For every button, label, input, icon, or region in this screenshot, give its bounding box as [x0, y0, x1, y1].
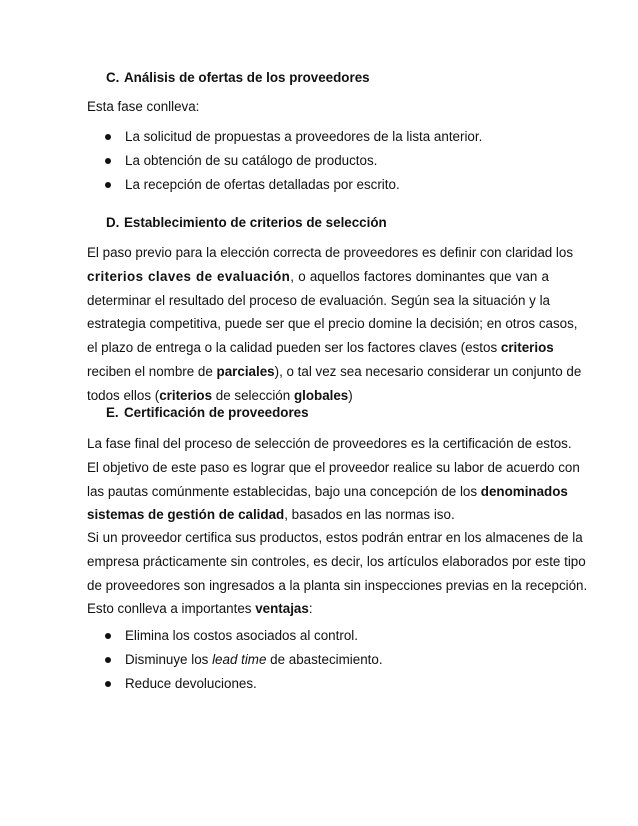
line-text: determinar el resultado del proceso de evaluación. Según sea la situación y la — [87, 292, 551, 308]
paragraph-line — [87, 550, 586, 574]
section-d-paragraph — [87, 241, 582, 408]
bullet-icon — [105, 633, 111, 639]
paragraph-line — [87, 597, 549, 621]
line-text: ) — [348, 387, 353, 403]
line-text: todos ellos ( — [87, 387, 160, 403]
line-text: Esto conlleva a importantes — [87, 601, 256, 617]
list-item — [105, 128, 482, 152]
section-e-letter: E. — [106, 405, 119, 420]
bold-term: criterios — [500, 340, 554, 356]
line-text: La fase final del proceso de selección de proveedores es la certificación de estos. — [87, 436, 572, 451]
italic-term: lead time — [212, 652, 267, 667]
list-item-text: La recepción de ofertas detalladas por escrito. — [125, 177, 400, 192]
line-text: reciben el nombre de — [87, 363, 217, 379]
section-c-intro — [87, 98, 549, 116]
paragraph-line — [87, 480, 568, 504]
paragraph-line — [87, 503, 549, 527]
bold-term: parciales — [216, 363, 275, 379]
line-text: estrategia competitiva, puede ser que el precio domine la decisión; en otros casos, — [87, 316, 578, 332]
line-text: : — [308, 601, 313, 617]
bold-term: criterios claves de evaluación — [87, 268, 291, 284]
paragraph-line — [87, 289, 549, 313]
section-c-bullet-list — [105, 128, 482, 200]
bold-term: globales — [293, 387, 349, 403]
bold-term: denominados — [480, 483, 568, 499]
paragraph-line — [87, 336, 554, 360]
section-d-title: Establecimiento de criterios de selección — [124, 215, 387, 230]
list-item — [105, 675, 383, 699]
bullet-icon — [105, 681, 111, 687]
paragraph-line — [87, 574, 588, 598]
line-text: , basados en las normas iso. — [284, 507, 455, 523]
list-item — [105, 651, 383, 675]
paragraph-line — [87, 526, 583, 550]
section-e-bullet-list — [105, 627, 383, 699]
paragraph-line — [87, 432, 572, 456]
line-text: de selección — [212, 387, 294, 403]
list-item — [105, 152, 482, 176]
line-text: , o aquellos factores dominantes que van a — [290, 268, 549, 284]
bullet-icon — [105, 134, 111, 140]
section-c-heading — [106, 69, 370, 87]
list-item-text: Disminuye los — [125, 652, 213, 667]
bullet-icon — [105, 158, 111, 164]
bold-term: sistemas de gestión de calidad — [87, 507, 285, 523]
list-item-text: Reduce devoluciones. — [125, 676, 257, 691]
paragraph-line — [87, 312, 578, 336]
line-text: de proveedores son ingresados a la planta sin inspecciones previas en la recepción. — [87, 577, 588, 593]
section-e-paragraph-1 — [87, 432, 580, 527]
bold-term: criterios — [159, 387, 213, 403]
list-item-text: La solicitud de propuestas a proveedores de la lista anterior. — [125, 129, 483, 144]
list-item — [105, 627, 383, 651]
line-text: las pautas comúnmente establecidas, bajo una concepción de los — [87, 483, 481, 499]
paragraph-line — [87, 265, 549, 289]
section-c-letter: C. — [106, 70, 120, 85]
paragraph-line — [87, 241, 574, 265]
line-text: Si un proveedor certifica sus productos, estos podrán entrar en los almacenes de la — [87, 530, 583, 545]
line-text: empresa prácticamente sin controles, es decir, los artículos elaborados por este tipo — [87, 553, 586, 569]
line-text: El objetivo de este paso es lograr que el proveedor realice su labor de acuerdo con — [87, 459, 580, 475]
line-text: ), o tal vez sea necesario considerar un conjunto de — [274, 363, 582, 379]
line-text: El paso previo para la elección correcta de proveedores es definir con claridad los — [87, 245, 574, 260]
list-item — [105, 176, 482, 200]
list-item-text: Elimina los costos asociados al control. — [125, 628, 358, 643]
bold-term: ventajas — [255, 601, 309, 617]
section-e-title: Certificación de proveedores — [124, 405, 309, 420]
section-c-title: Análisis de ofertas de los proveedores — [124, 70, 370, 85]
list-item-text: La obtención de su catálogo de productos. — [125, 153, 378, 168]
bullet-icon — [105, 182, 111, 188]
paragraph-line — [87, 360, 582, 384]
section-d-letter: D. — [106, 215, 120, 230]
section-c-intro-text: Esta fase conlleva: — [87, 99, 200, 114]
section-e-paragraph-2 — [87, 526, 588, 621]
paragraph-line — [87, 456, 580, 480]
line-text: el plazo de entrega o la calidad pueden ser los factores claves (estos — [87, 340, 501, 356]
list-item-text: de abastecimiento. — [266, 652, 383, 667]
section-e-heading — [106, 404, 309, 422]
bullet-icon — [105, 657, 111, 663]
section-d-heading — [106, 214, 387, 232]
